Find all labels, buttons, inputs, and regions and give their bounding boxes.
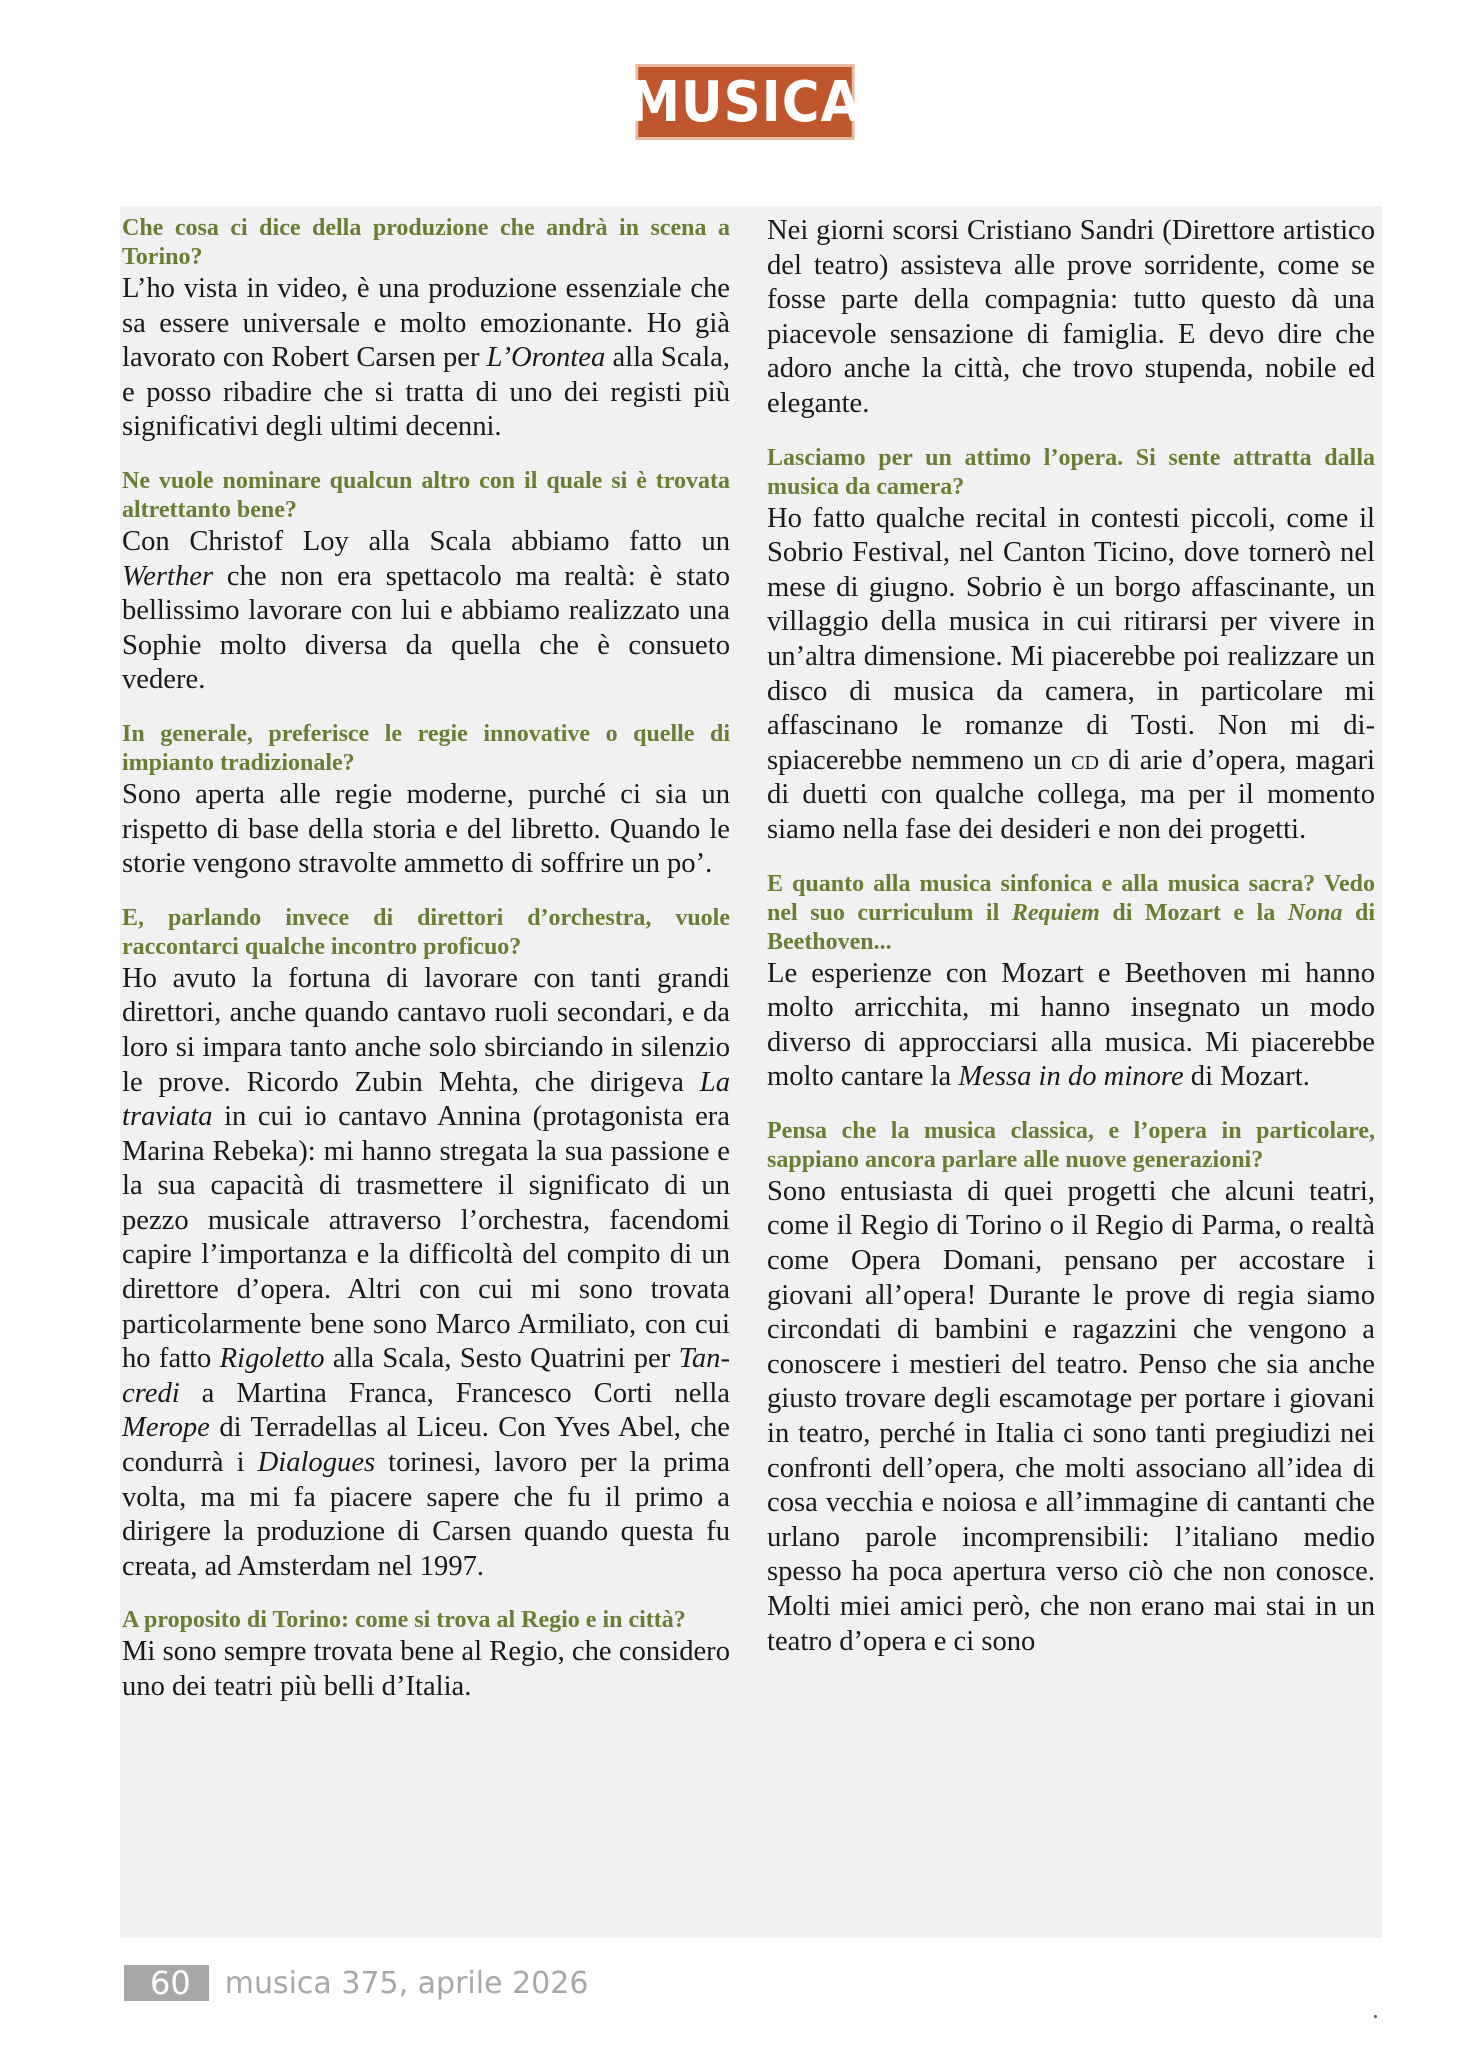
interview-question: A proposito di Torino: come si trova al Regio e in città? [122, 1607, 686, 1634]
section-title: MUSICA [628, 69, 862, 135]
page-number: 60 [124, 1965, 209, 2001]
interview-answer: Ho fatto qualche recital in contesti piccoli, come il Sobrio Festival, nel Canton Ticino, dove tornerò nel mese di giugno. Sobrio è un borgo affascinante, un villaggio della musica in cui ritirarsi per vivere in un’altra dimensione. Mi piacerebbe poi realizzare un disco di musica da camera, in particolare mi affascinano le romanze di Tosti. Non mi dispiacerebbe nemmeno un cd di arie d’opera, magari di duetti con qualche collega, ma per il momento siamo nella fase dei desideri e non dei progetti. [767, 502, 1375, 845]
interview-answer: Ho avuto la fortuna di lavorare con tanti grandi direttori, anche quando cantavo ruoli secondari, e da loro si impara tanto anche solo sbirciando in silenzio le prove. Ricordo Zubin Mehta, che dirigeva La traviata in cui io cantavo Annina (protagonista era Marina Rebeka): mi hanno stregata la sua passione e la sua capacità di trasmettere il significato di un pezzo musicale attraverso l’orchestra, facendomi capire l’importanza e la difficoltà del compito di un direttore d’opera. Altri con cui mi sono trovata particolarmente bene sono Marco Armiliato, con cui ho fatto Rigoletto alla Scala, Sesto Quatrini per Tancredi a Martina Franca, Francesco Corti nella Merope di Terradellas al Liceu. Con Yves Abel, che condurrà i Dialogues torinesi, lavoro per la prima volta, ma mi fa piacere sapere che fu il primo a dirigere la produzione di Carsen quando questa fu creata, ad Amsterdam nel 1997. [122, 962, 731, 1582]
interview-answer: Nei giorni scorsi Cristiano Sandri (Direttore artistico del teatro) assisteva alle prove sorridente, come se fosse parte della compagnia: tutto questo dà una piacevole sensazione di famiglia. E devo dire che adoro anche la città, che trovo stupenda, nobile ed elegante. [767, 215, 1375, 419]
left-column [122, 214, 730, 1705]
interview-question: Lasciamo per un attimo l’opera. Si sente attratta dalla musica da camera? [767, 444, 1375, 500]
interview-question: Pensa che la musica classica, e l’opera in particolare, sappiano ancora parlare alle nuove generazioni? [767, 1117, 1375, 1173]
interview-question: E, parlando invece di direttori d’orchestra, vuole raccontarci qualche incontro proficuo? [122, 904, 730, 960]
interview-question: In generale, preferisce le regie innovative o quelle di impianto tradizionale? [122, 720, 730, 776]
interview-answer: Sono entusiasta di quei progetti che alcuni teatri, come il Regio di Torino o il Regio di Parma, o realtà come Opera Domani, pensano per accostare i giovani all’opera! Durante le prove di regia siamo circondati di bambini e ragazzini che vengono a conoscere i mestieri del teatro. Penso che sia anche giusto trovare degli escamotage per portare i giovani in teatro, perché in Italia ci sono tanti pregiudizi nei confronti dell’opera, che molti associano all’idea di cosa vecchia e noiosa e all’immagine di cantanti che urlano parole incomprensibili: l’italiano medio spesso ha poca apertura verso ciò che non conosce. Molti miei amici però, che non erano mai stai in un teatro d’opera e ci sono [767, 1175, 1375, 1657]
issue-info: musica 375, aprile 2026 [224, 1965, 589, 2001]
section-header-badge [628, 64, 862, 140]
right-column [767, 214, 1375, 1659]
interview-answer: Con Christof Loy alla Scala abbiamo fatto un Werther che non era spettacolo ma realtà: è stato bellissimo lavorare con lui e abbiamo realizzato una Sophie molto diversa da quella che è consueto vedere. [122, 525, 730, 696]
interview-answer: L’ho vista in video, è una produzione essenziale che sa essere universale e molto emozionante. Ho già lavorato con Robert Carsen per L’Orontea alla Scala, e posso ribadire che si tratta di uno dei registi più significativi degli ultimi decenni. [122, 273, 731, 443]
article-body [120, 206, 1382, 1938]
interview-question: E quanto alla musica sinfonica e alla musica sacra? Vedo nel suo curriculum il Requiem di Mozart e la Nona di Beethoven... [767, 870, 1376, 955]
interview-question: Ne vuole nominare qualcun altro con il quale si è trovata altrettanto bene? [122, 467, 730, 523]
interview-answer: Mi sono sempre trovata bene al Regio, che considero uno dei teatri più belli d’Italia. [122, 1636, 730, 1702]
page-footer [124, 1965, 588, 2001]
interview-question: Che cosa ci dice della produzione che andrà in scena a Torino? [122, 215, 730, 270]
interview-answer: Le esperienze con Mozart e Beethoven mi hanno molto arricchita, mi hanno insegnato un modo diverso di approcciarsi alla musica. Mi piacerebbe molto cantare la Messa in do minore di Mozart. [767, 957, 1375, 1093]
decorative-dot [1374, 2015, 1377, 2018]
interview-answer: Sono aperta alle regie moderne, purché ci sia un rispetto di base della storia e del libretto. Quando le storie vengono stravolte ammetto di soffrire un po’. [122, 778, 730, 880]
